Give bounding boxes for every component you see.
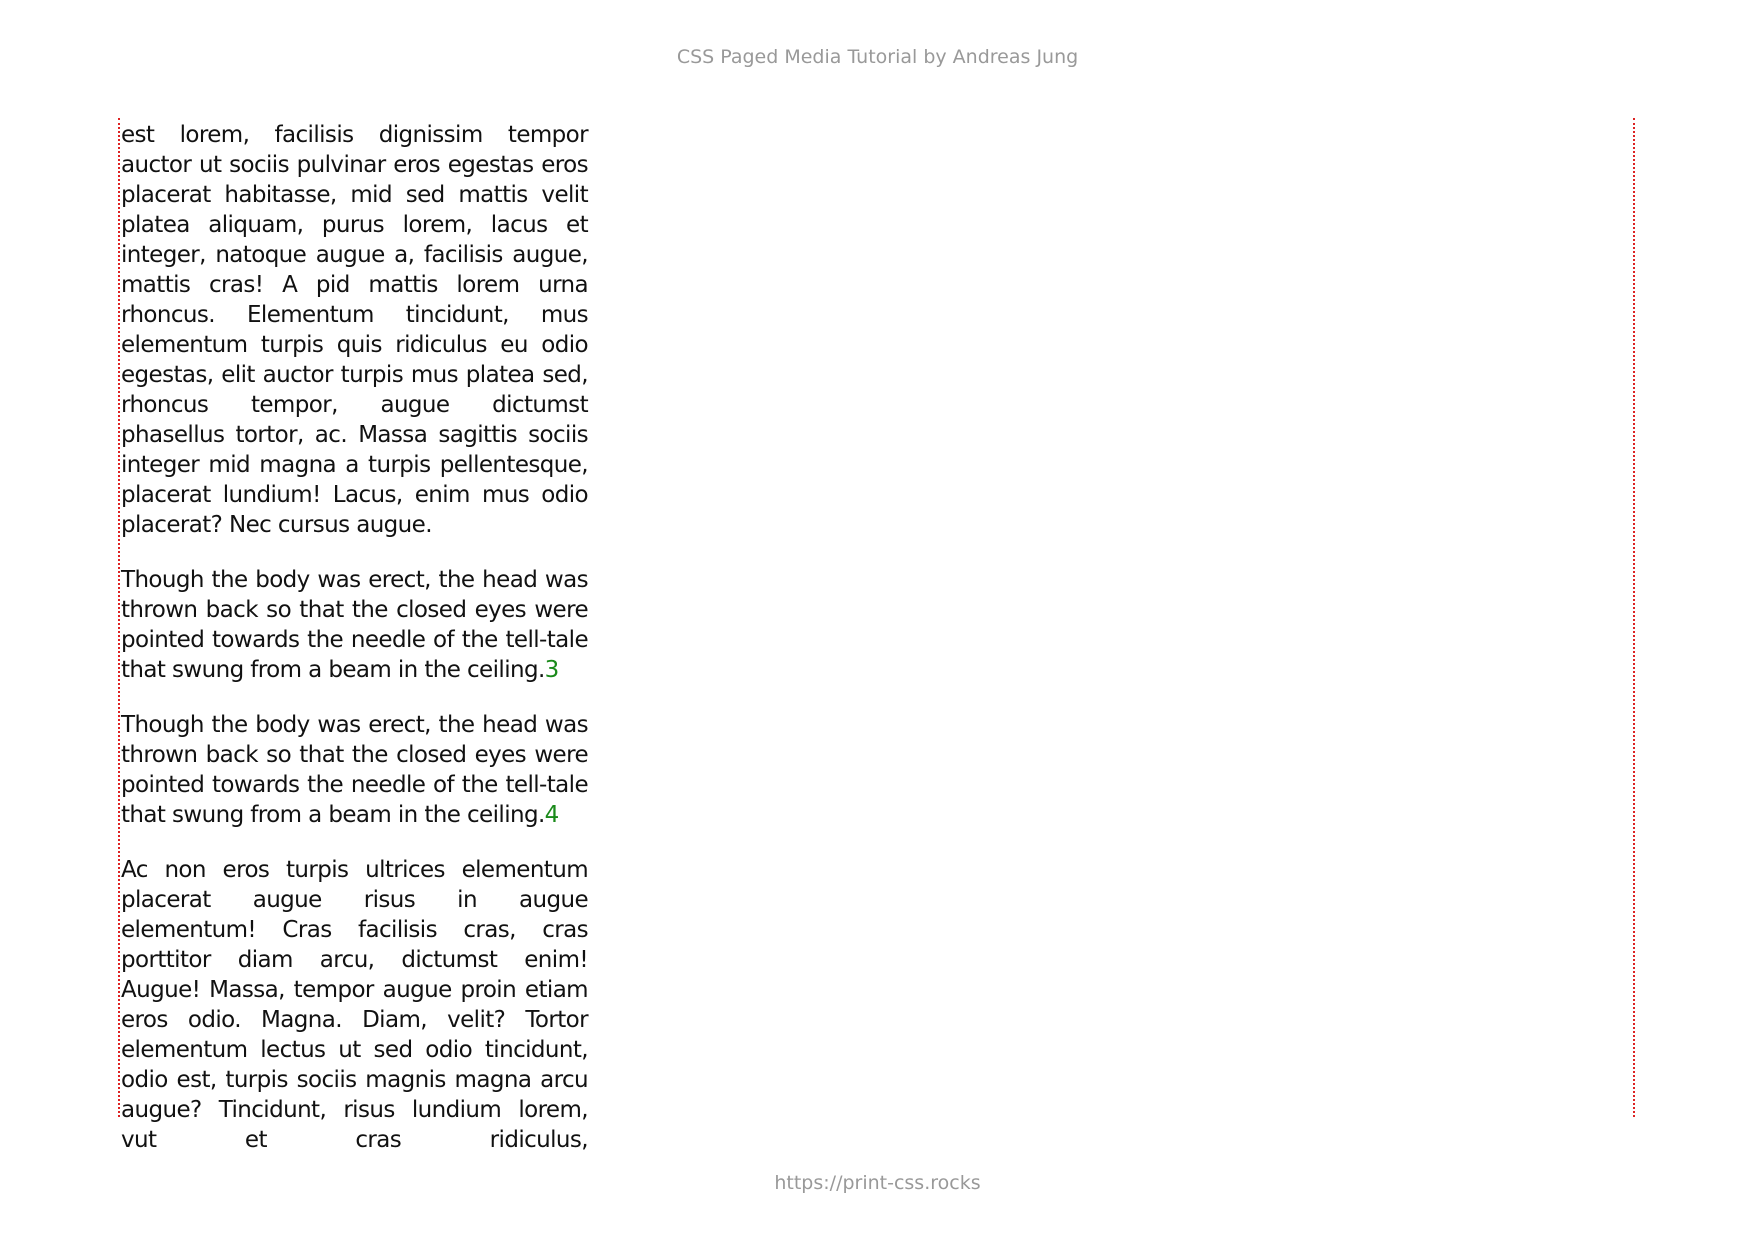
paragraph [121, 565, 588, 685]
running-footer: https://print-css.rocks [774, 1172, 981, 1194]
footnote-reference[interactable]: 4 [544, 802, 559, 828]
paragraph-text: est lorem, facilisis dignissim tempor auctor ut sociis pulvinar eros egestas eros placerat habitasse, mid sed mattis velit platea aliquam, purus lorem, lacus et integer, natoque augue a, facilisis augue, mattis cras! A pid mattis lorem urna rhoncus. Elementum tincidunt, mus elementum turpis quis ridiculus eu odio egestas, elit auctor turpis mus platea sed, rhoncus tempor, augue dictumst phasellus tortor, ac. Massa sagittis sociis integer mid magna a turpis pellentesque, placerat lundium! Lacus, enim mus odio placerat? Nec cursus augue. [121, 122, 588, 538]
footnote-reference[interactable]: 3 [544, 657, 559, 683]
paragraph-text: Though the body was erect, the head was thrown back so that the closed eyes were pointed towards the needle of the tell-tale that swung from a beam in the ceiling. [121, 712, 588, 828]
paragraph [121, 855, 588, 1155]
paragraph [121, 710, 588, 830]
paragraph-text: Ac non eros turpis ultrices elementum placerat augue risus in augue elementum! Cras facilisis cras, cras porttitor diam arcu, dictumst enim! Augue! Massa, tempor augue proin etiam eros odio. Magna. Diam, velit? Tortor elementum lectus ut sed odio tincidunt, odio est, turpis sociis magnis magna arcu augue? Tincidunt, risus lundium lorem, vut et cras ridiculus, [121, 857, 588, 1153]
paragraph-text: Though the body was erect, the head was thrown back so that the closed eyes were pointed towards the needle of the tell-tale that swung from a beam in the ceiling. [121, 567, 588, 683]
paragraph [121, 120, 588, 540]
text-column [121, 118, 588, 1155]
running-header: CSS Paged Media Tutorial by Andreas Jung [676, 46, 1079, 68]
page-content-area [118, 118, 1635, 1153]
